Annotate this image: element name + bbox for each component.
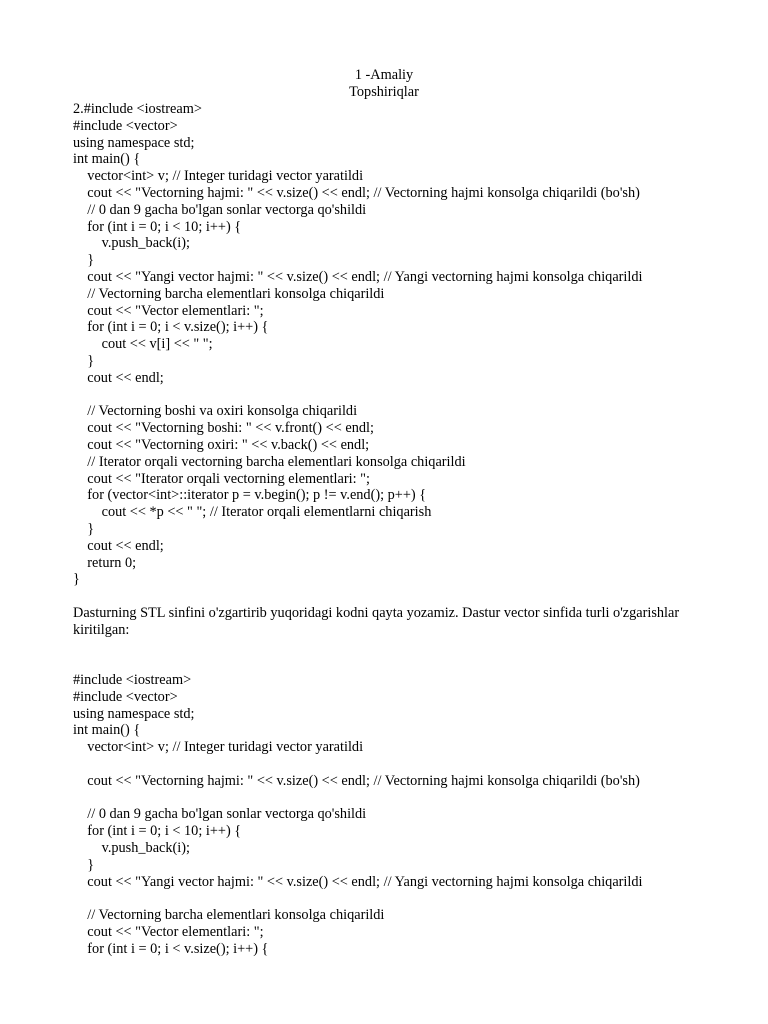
code-line <box>73 387 693 404</box>
code-line: cout << "Vectorning boshi: " << v.front() << endl; <box>73 420 374 437</box>
code-line: int main() { <box>73 722 141 739</box>
code-line: for (int i = 0; i < v.size(); i++) { <box>73 940 269 957</box>
code-line: cout << "Yangi vector hajmi: " << v.size() << endl; // Yangi vectorning hajmi konsolga chiqarildi <box>73 873 643 890</box>
code-line: vector<int> v; // Integer turidagi vector yaratildi <box>73 739 364 756</box>
code-line: } <box>73 252 95 269</box>
code-line: // 0 dan 9 gacha bo'lgan sonlar vectorga qo'shildi <box>73 201 367 218</box>
code-line: } <box>73 520 95 537</box>
code-line: vector<int> v; // Integer turidagi vector yaratildi <box>73 168 364 185</box>
code-line: v.push_back(i); <box>73 235 190 252</box>
code-line: cout << "Iterator orqali vectorning elementlari: "; <box>73 470 370 487</box>
code-line: cout << *p << " "; // Iterator orqali elementlarni chiqarish <box>73 504 432 521</box>
code-line: // 0 dan 9 gacha bo'lgan sonlar vectorga qo'shildi <box>73 806 367 823</box>
code-line: #include <vector> <box>73 688 178 705</box>
code-line: 2.#include <iostream> <box>73 101 202 117</box>
code-line: cout << "Vectorning hajmi: " << v.size() << endl; // Vectorning hajmi konsolga chiqarildi (bo'sh) <box>73 772 640 789</box>
code-line: // Vectorning boshi va oxiri konsolga chiqarildi <box>73 403 358 420</box>
code-line: for (int i = 0; i < 10; i++) { <box>73 218 242 235</box>
code-line: } <box>73 571 80 588</box>
code-line: using namespace std; <box>73 705 195 722</box>
code-line <box>73 890 693 907</box>
code-line: // Vectorning barcha elementlari konsolga chiqarildi <box>73 285 385 302</box>
code-line: // Vectorning barcha elementlari konsolga chiqarildi <box>73 907 385 924</box>
code-line: v.push_back(i); <box>73 840 190 857</box>
code-line: cout << "Vector elementlari: "; <box>73 302 264 319</box>
page-title: 1 -Amaliy <box>354 67 414 83</box>
code-line: int main() { <box>73 151 141 168</box>
code-line: #include <iostream> <box>73 672 192 689</box>
code-line: #include <vector> <box>73 117 178 134</box>
code-line: for (int i = 0; i < 10; i++) { <box>73 823 242 840</box>
explanation-paragraph: Dasturning STL sinfini o'zgartirib yuqoridagi kodni qayta yozamiz. Dastur vector sinfida turli o'zgarishlar kiritilgan: <box>73 604 680 638</box>
code-line: cout << v[i] << " "; <box>73 336 213 353</box>
code-line: for (vector<int>::iterator p = v.begin(); p != v.end(); p++) { <box>73 487 427 504</box>
page-subtitle: Topshiriqlar <box>349 84 419 100</box>
code-line: cout << "Vectorning oxiri: " << v.back() << endl; <box>73 436 370 453</box>
code-line: cout << endl; <box>73 537 164 554</box>
code-line: // Iterator orqali vectorning barcha elementlari konsolga chiqarildi <box>73 453 466 470</box>
code-line: cout << "Vector elementlari: "; <box>73 924 264 941</box>
code-line: cout << "Yangi vector hajmi: " << v.size() << endl; // Yangi vectorning hajmi konsolga chiqarildi <box>73 268 643 285</box>
document-body <box>73 101 693 958</box>
code-block-1 <box>73 101 693 588</box>
code-line <box>73 790 693 807</box>
code-line: cout << endl; <box>73 369 164 386</box>
code-line <box>73 756 693 773</box>
code-line: } <box>73 352 95 369</box>
code-line: } <box>73 856 95 873</box>
code-line: cout << "Vectorning hajmi: " << v.size() << endl; // Vectorning hajmi konsolga chiqarildi (bo'sh) <box>73 184 640 201</box>
code-line: return 0; <box>73 554 137 571</box>
code-line: for (int i = 0; i < v.size(); i++) { <box>73 319 269 336</box>
code-line: using namespace std; <box>73 134 195 151</box>
code-block-2 <box>73 672 693 958</box>
